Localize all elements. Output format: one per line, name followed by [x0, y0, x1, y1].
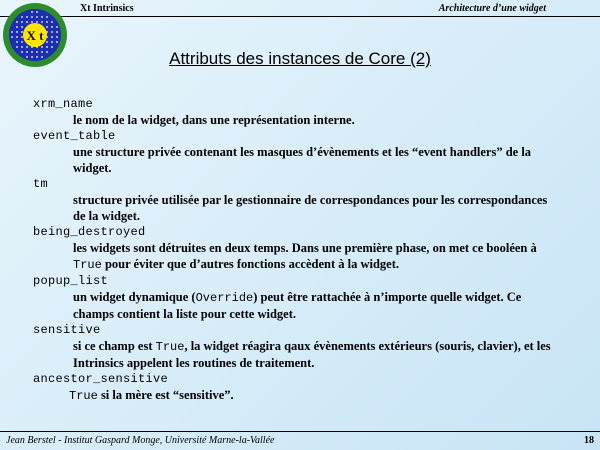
attribute-description: un widget dynamique (Override) peut être rattachée à n’importe quelle widget. Ce: [73, 290, 522, 305]
attribute-description: si ce champ est True, la widget réagira qaux évènements extérieurs (souris, clavier), et les: [73, 339, 551, 354]
attribute-name: event_table: [33, 129, 116, 143]
code-literal: True: [73, 258, 102, 272]
attribute-name: xrm_name: [33, 97, 94, 111]
attribute-description: les widgets sont détruites en deux temps. Dans une première phase, on met ce booléen à: [73, 241, 537, 255]
attribute-description: Intrinsics appelent les routines de traitement.: [73, 356, 315, 370]
attribute-name: sensitive: [33, 323, 101, 337]
footer-author: Jean Berstel - Institut Gaspard Monge, Université Marne-la-Vallée: [6, 435, 275, 446]
header-chapter-title: Architecture d’une widget: [438, 3, 546, 14]
attribute-name: being_destroyed: [33, 225, 146, 239]
attribute-name: ancestor_sensitive: [33, 372, 169, 386]
attribute-description: True pour éviter que d’autres fonctions accèdent à la widget.: [73, 257, 400, 272]
footer-divider: [0, 431, 600, 432]
attribute-description: widget.: [73, 161, 112, 175]
page-number: 18: [584, 435, 594, 446]
logo-text: X t: [26, 28, 44, 43]
attribute-description: True si la mère est “sensitive”.: [69, 388, 234, 403]
attribute-description: structure privée utilisée par le gestionnaire de correspondances pour les correspondances: [73, 193, 548, 207]
attribute-description: le nom de la widget, dans une représentation interne.: [73, 113, 355, 127]
code-literal: Override: [195, 291, 254, 305]
attribute-name: popup_list: [33, 274, 109, 288]
attribute-description: champs contient la liste pour cette widget.: [73, 307, 297, 321]
slide-title-text: Attributs des instances de Core (2): [169, 49, 431, 68]
code-literal: True: [155, 340, 185, 354]
slide-title: [0, 49, 600, 69]
header-divider: [0, 16, 600, 17]
code-literal: True: [69, 389, 98, 403]
header-course-title: Xt Intrinsics: [80, 3, 134, 14]
attribute-list: [33, 96, 585, 404]
attribute-name: tm: [33, 177, 49, 191]
attribute-description: une structure privée contenant les masques d’évènements et les “event handlers” de la: [73, 145, 532, 159]
attribute-description: de la widget.: [73, 209, 141, 223]
